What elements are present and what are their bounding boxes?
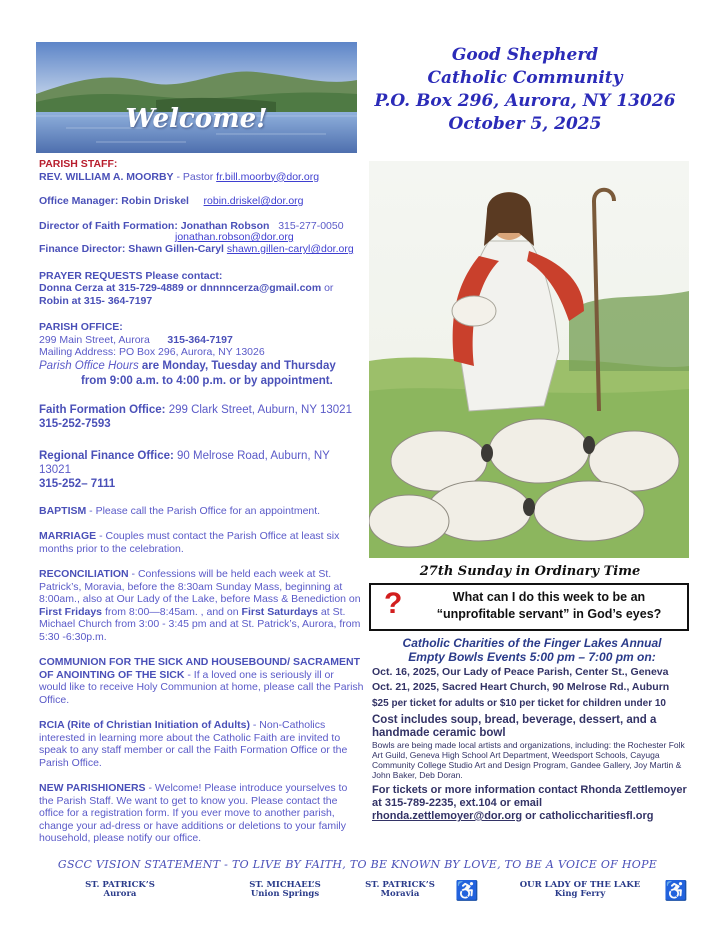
parish-header (360, 44, 690, 136)
finance-director-label: Finance Director: Shawn Gillen-Caryl (39, 243, 224, 255)
office-hours-label: Parish Office Hours (39, 359, 139, 372)
reconciliation-first-saturdays: First Saturdays (241, 605, 318, 618)
reconciliation-text-1: - Confessions will be held each week at St. Patrick’s, Moravia, before the 8:30am Sunday Mass, beginning at 8:00am., also at Our Lady of the Lake, before Mass & Benediction on (39, 568, 361, 605)
faith-office-address: 299 Clark Street, Auburn, NY 13021 (165, 403, 352, 416)
charities-title-1: Catholic Charities of the Finger Lakes Annual (402, 636, 662, 650)
charities-contact-website: or catholiccharitiesfl.org (522, 810, 654, 822)
marriage-text: - Couples must contact the Parish Office at least six months prior to the celebration. (39, 530, 340, 555)
wheelchair-accessible-icon: ♿ (664, 881, 688, 902)
rcia-text: - Non-Catholics interested in learning more about the Catholic Faith are invited to speak to any staff member or call the Faith Formation Office or the Parish Office. (39, 719, 348, 769)
faith-director-email-row (39, 232, 364, 243)
office-manager-line (39, 195, 364, 208)
prayer-or: or (321, 282, 334, 294)
church-name: ST. PATRICK’S (85, 880, 155, 890)
office-mailing-address: Mailing Address: PO Box 296, Aurora, NY 13026 (39, 346, 265, 358)
pastor-name: REV. WILLIAM A. MOORBY (39, 170, 174, 183)
good-shepherd-painting (369, 161, 689, 558)
good-shepherd-image (369, 161, 689, 558)
parish-office-heading: PARISH OFFICE: (39, 321, 123, 333)
finance-office-line (39, 449, 364, 477)
finance-office-address: 90 Melrose Road, Auburn, NY 13021 (39, 449, 330, 476)
church-name: ST. MICHAEL’S (249, 880, 321, 890)
pastor-email-link[interactable]: fr.bill.moorby@dor.org (216, 170, 320, 183)
header-date: October 5, 2025 (448, 114, 602, 134)
header-community: Catholic Community (427, 68, 623, 88)
office-manager-label: Office Manager: Robin Driskel (39, 195, 189, 207)
header-parish-name: Good Shepherd (451, 45, 599, 65)
wheelchair-accessible-icon: ♿ (455, 881, 479, 902)
rcia-label: RCIA (Rite of Christian Initiation of Adults) (39, 719, 250, 731)
office-manager-email-link[interactable]: robin.driskel@dor.org (203, 195, 304, 207)
welcome-title: Welcome! (125, 104, 268, 134)
church-st-michaels-union-springs (230, 881, 340, 899)
parish-info-column (39, 158, 364, 845)
office-phone: 315-364-7197 (167, 333, 233, 346)
faith-director-phone: 315-277-0050 (278, 219, 344, 232)
reconciliation-label: RECONCILIATION (39, 568, 129, 580)
faith-office-line (39, 403, 364, 417)
church-town: King Ferry (554, 889, 606, 899)
liturgical-day: 27th Sunday in Ordinary Time (419, 564, 641, 579)
rcia-paragraph (39, 719, 364, 769)
church-town: Aurora (103, 889, 137, 899)
vision-statement: GSCC VISION STATEMENT - TO LIVE BY FAITH, TO BE KNOWN BY LOVE, TO BE A VOICE OF HOPE (57, 858, 658, 871)
office-hours-times: from 9:00 a.m. to 4:00 p.m. or by appointment. (81, 374, 333, 387)
pastor-line (39, 171, 364, 184)
office-hours-days: are Monday, Tuesday and Thursday (138, 359, 336, 372)
baptism-paragraph (39, 505, 364, 518)
catholic-charities-section (372, 636, 692, 823)
marriage-label: MARRIAGE (39, 530, 97, 542)
office-hours-line (39, 359, 364, 374)
reconciliation-paragraph (39, 568, 364, 643)
finance-director-email-link[interactable]: shawn.gillen-caryl@dor.org (226, 243, 354, 255)
new-parishioners-text: - Welcome! Please introduce yourselves to the Parish Staff. We want to get to know you. Please contact the office for a registration form. If you ever move to another parish, change your ad-dress or have additions or deletions to your family household, please notify our office. (39, 782, 348, 844)
communion-paragraph (39, 656, 364, 706)
reconciliation-text-3: at St. Michael Church from 3:00 - 3:45 pm and at St. Patrick’s, Aurora, from 5:30 -6:30p.m. (39, 605, 361, 643)
prayer-heading: PRAYER REQUESTS Please contact: (39, 269, 223, 282)
parish-staff-heading: PARISH STAFF: (39, 158, 118, 170)
church-our-lady-of-the-lake-king-ferry (505, 881, 655, 899)
church-town: Union Springs (250, 889, 320, 899)
finance-office-phone: 315-252– 7111 (39, 477, 116, 490)
new-parishioners-paragraph (39, 782, 364, 845)
reconciliation-first-fridays: First Fridays (39, 605, 103, 618)
prayer-contact-donna: Donna Cerza at 315-729-4889 or dnnnncerza@gmail.com (39, 282, 322, 294)
faith-office-phone: 315-252-7593 (39, 417, 111, 430)
question-mark-icon: ? (384, 587, 403, 620)
prayer-line-1 (39, 282, 364, 295)
office-address: 299 Main Street, Aurora (39, 333, 150, 346)
baptism-text: - Please call the Parish Office for an appointment. (86, 504, 321, 517)
charities-contact (372, 784, 692, 823)
church-town: Moravia (380, 889, 420, 899)
charities-title-2: Empty Bowls Events 5:00 pm – 7:00 pm on: (408, 650, 656, 664)
church-st-patricks-aurora (70, 881, 170, 899)
lake-landscape-image (36, 42, 357, 153)
reflection-question-box (369, 583, 689, 631)
communion-label: COMMUNION FOR THE SICK AND HOUSEBOUND/ SACRAMENT OF ANOINTING OF THE SICK (39, 656, 361, 681)
pastor-role: - Pastor (173, 170, 217, 183)
reconciliation-text-2: from 8:00—8:45am. , and on (102, 605, 242, 618)
communion-text: - If a loved one is seriously ill or would like to receive Holy Communion at home, please call the Parish Office. (39, 668, 364, 706)
finance-director-line (39, 243, 364, 256)
marriage-paragraph (39, 530, 364, 555)
prayer-contact-robin: Robin at 315- 364-7197 (39, 294, 153, 307)
baptism-label: BAPTISM (39, 504, 87, 517)
finance-office-label: Regional Finance Office: (39, 449, 174, 462)
reflection-question-text: What can I do this week to be an “unprofitable servant” in God’s eyes? (436, 590, 662, 621)
faith-director-email-link[interactable]: jonathan.robson@dor.org (175, 231, 294, 243)
charities-bowls-artists: Bowls are being made local artists and organizations, including: the Rochester Folk Art Guild, Geneva High School Art Department, Weedsport Schools, Cayuga Community College Studio Art and Design Program, Gandee Gallery, Joy Martin & John Baker, Deb Doran. (372, 740, 685, 780)
charities-event-1: Oct. 16, 2025, Our Lady of Peace Parish, Center St., Geneva (372, 666, 669, 678)
welcome-banner (36, 42, 357, 153)
charities-contact-text: For tickets or more information contact Rhonda Zettlemoyer at 315-789-2235, ext.104 or email (372, 784, 687, 809)
church-name: ST. PATRICK’S (365, 880, 435, 890)
header-address: P.O. Box 296, Aurora, NY 13026 (374, 91, 676, 111)
office-address-line (39, 334, 364, 347)
charities-cost: Cost includes soup, bread, beverage, dessert, and a handmade ceramic bowl (372, 714, 657, 739)
faith-office-label: Faith Formation Office: (39, 403, 166, 416)
church-st-patricks-moravia (350, 881, 450, 899)
church-name: OUR LADY OF THE LAKE (519, 880, 641, 890)
faith-director-label: Director of Faith Formation: Jonathan Robson (39, 219, 270, 232)
new-parishioners-label: NEW PARISHIONERS (39, 782, 146, 794)
charities-contact-email-link[interactable]: rhonda.zettlemoyer@dor.org (372, 810, 523, 822)
charities-event-2: Oct. 21, 2025, Sacred Heart Church, 90 Melrose Rd., Auburn (372, 681, 670, 693)
charities-tickets: $25 per ticket for adults or $10 per ticket for children under 10 (372, 698, 666, 709)
